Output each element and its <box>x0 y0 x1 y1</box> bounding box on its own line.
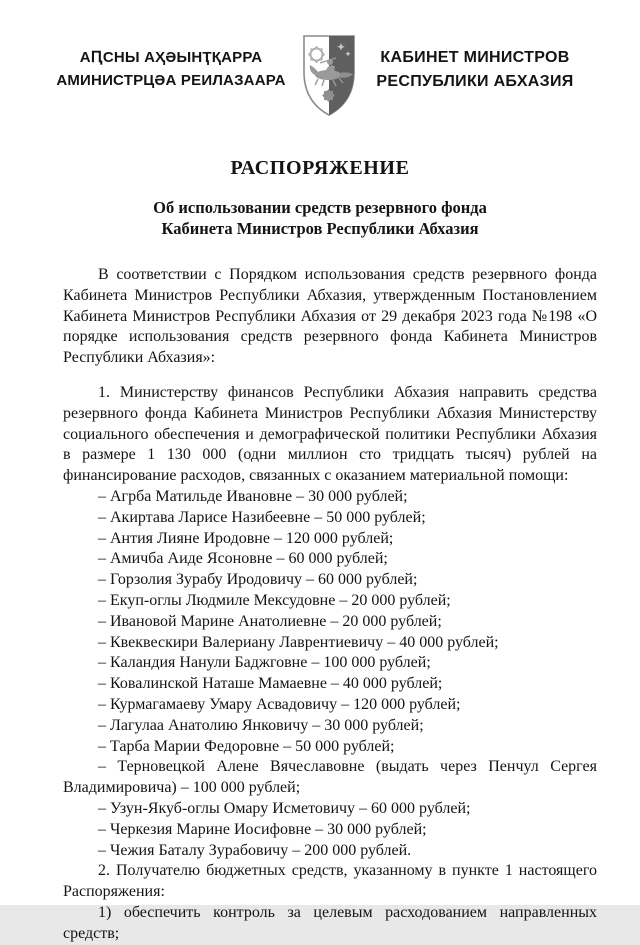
org-name-abkhaz-line1: АԤСНЫ АҲӘЫНҬҚАРРА <box>79 49 263 66</box>
recipient-line: – Антия Лияне Иродовне – 120 000 рублей; <box>98 529 394 547</box>
recipient-line: – Ковалинской Наташе Мамаевне – 40 000 рублей; <box>98 675 443 693</box>
recipient-line: – Ивановой Марине Анатолиевне – 20 000 рублей; <box>98 612 442 630</box>
preamble-paragraph: В соответствии с Порядком использования средств резервного фонда Кабинета Министров Республики Абхазия, утвержденным Постановлением Кабинета Министров Республики Абхазия от 29 декабря 2023 года №198 «О порядке использования средств резервного фонда Кабинета Министров Республики Абхазия»: <box>63 266 597 367</box>
recipient-line: – Каландия Нанули Баджговне – 100 000 рублей; <box>98 654 431 672</box>
org-name-russian <box>368 42 582 94</box>
org-name-russian-line2: РЕСПУБЛИКИ АБХАЗИЯ <box>376 73 574 90</box>
document-title: РАСПОРЯЖЕНИЕ <box>230 157 410 179</box>
recipient-line: – Акиртава Ларисе Назибеевне – 50 000 рублей; <box>98 508 426 526</box>
org-name-russian-line1: КАБИНЕТ МИНИСТРОВ <box>380 49 570 66</box>
org-name-abkhaz-line2: АМИНИСТРЦӘА РЕИЛАЗААРА <box>56 72 286 89</box>
item1-paragraph: 1. Министерству финансов Республики Абхазия направить средства резервного фонда Кабинета Министров Республики Абхазия Министерству социального обеспечения и демографической политики Республики Абхазия в размере 1 130 000 (одни миллион сто тридцать тысяч) рублей на финансирование расходов, связанных с оказанием материальной помощи: <box>63 383 597 485</box>
recipient-line: – Горзолия Зурабу Иродовичу – 60 000 рублей; <box>98 571 418 589</box>
org-name-abkhaz <box>52 42 290 92</box>
coat-of-arms-icon <box>300 33 358 124</box>
recipient-line: – Черкезия Марине Иосифовне – 30 000 рублей; <box>98 820 427 838</box>
recipient-line: – Узун-Якуб-оглы Омару Исметовичу – 60 000 рублей; <box>98 799 471 817</box>
recipient-line: – Екуп-оглы Людмиле Мексудовне – 20 000 рублей; <box>98 591 451 609</box>
document-body <box>0 239 640 945</box>
recipient-line: – Курмагамаеву Умару Асвадовичу – 120 000 рублей; <box>98 695 461 713</box>
recipient-line: – Агрба Матильде Ивановне – 30 000 рублей; <box>98 487 408 505</box>
item2-paragraph: 2. Получателю бюджетных средств, указанному в пункте 1 настоящего Распоряжения: <box>63 862 597 901</box>
recipient-line: – Квеквескири Валериану Лаврентиевичу – 40 000 рублей; <box>98 633 499 651</box>
recipient-line: – Терновецкой Алене Вячеславовне (выдать через Пенчул Сергея Владимировича) – 100 000 рублей; <box>63 758 597 797</box>
recipient-line: – Лагулаа Анатолию Янковичу – 30 000 рублей; <box>98 716 424 734</box>
document-subtitle <box>0 197 640 239</box>
recipients-list <box>63 487 597 861</box>
recipient-line: – Амичба Аиде Ясоновне – 60 000 рублей; <box>98 550 388 568</box>
document-header <box>0 0 640 124</box>
document-subtitle-line1: Об использовании средств резервного фонда <box>153 198 487 217</box>
item2-subitem1-paragraph: 1) обеспечить контроль за целевым расходованием направленных средств; <box>63 903 597 942</box>
recipient-line: – Чежия Баталу Зурабовичу – 200 000 рублей. <box>98 841 412 859</box>
document-subtitle-line2: Кабинета Министров Республики Абхазия <box>161 219 479 238</box>
recipient-line: – Тарба Марии Федоровне – 50 000 рублей; <box>98 737 395 755</box>
